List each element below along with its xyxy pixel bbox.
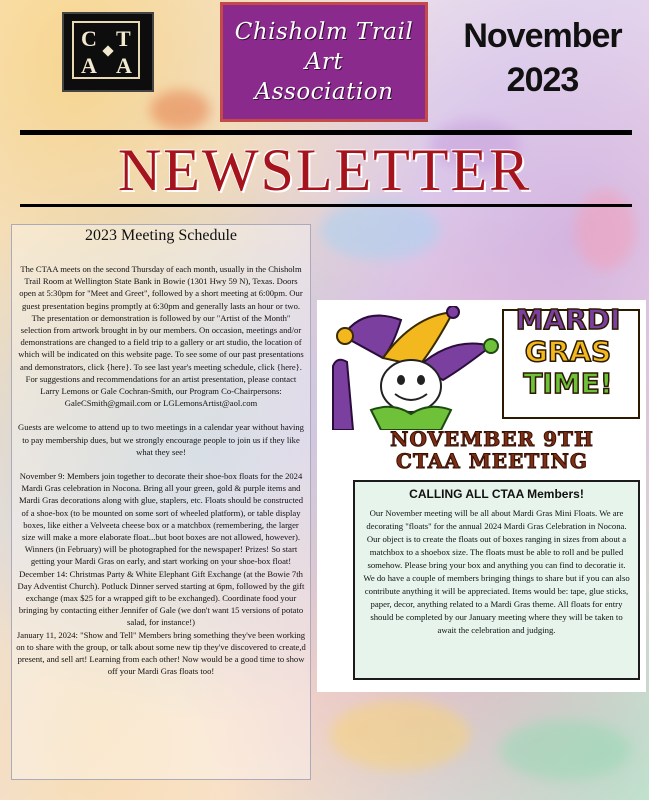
schedule-text xyxy=(16,263,306,678)
paint-splash xyxy=(500,720,630,780)
schedule-paragraph: Guests are welcome to attend up to two meetings in a calendar year without having to pay membership dues, but we strongly encourage people to join us if they like what they see! xyxy=(18,422,304,457)
logo-diamond xyxy=(102,45,113,56)
gras-word: GRAS xyxy=(524,335,612,368)
schedule-paragraph: The CTAA meets on the second Thursday of each month, usually in the Chisholm Trail Room at Wellington State Bank in Bowie (1301 Hwy 59 N), Texas. Doors open at 5:30pm for "Meet and Greet", followed by a short meeting at 6:00pm. Our guest presentation begins promptly at 6:30pm and generally lasts an hour or two. The presentation or demonstration is followed by our "Artist of the Month" selection from artwork brought in by our members. On occasion, meetings and/or demonstrations are changed to a field trip to a gallery or art studio, the location of which will be indicated on this website page. To see some of our past presentations and demonstrators, click {here}. To see last year's meeting schedule, click {here}. xyxy=(18,264,304,372)
paint-splash xyxy=(575,190,635,270)
paint-splash xyxy=(330,700,470,770)
schedule-paragraph: December 14: Christmas Party & White Elephant Gift Exchange (at the Bowie 7th Day Adventist Church). Potluck Dinner served starting at 6pm, followed by the gift exchange (max $25 for a wrapped gift to be exchanged). Coordinate food your bringing by contacting either Jennifer of Gale (we don't want 15 versions of potato salad, for instance!) xyxy=(17,568,305,628)
logo-letter-c: C xyxy=(81,26,97,51)
issue-date xyxy=(440,14,645,102)
ctaa-logo xyxy=(62,12,154,92)
logo-letter-t: T xyxy=(116,26,131,51)
meeting-banner xyxy=(353,428,631,472)
header-rule xyxy=(20,130,632,135)
mardi-gras-poster xyxy=(317,300,646,692)
title-line: Chisholm Trail xyxy=(234,19,414,45)
schedule-paragraph: November 9: Members join together to decorate their shoe-box floats for the 2024 Mardi Gras celebration in Nocona. Bring all your green, gold & purple items and Mardi Gras decorations along with glue, staplers, etc. Floats should be constructed of a shoe-box (to be mounted on some sort of wheeled platform), or table display boxes, like either a Velveeta cheese box or a matchbox (remembering, the larger size will make a more elaborate float...but boot boxes are not allowed, however). Winners (in February) will be photographed for the newspaper! Prizes! So start getting your Mardi Gras on early, and start working on your shoe-box float! xyxy=(18,471,303,567)
meeting-schedule-panel xyxy=(11,224,311,780)
logo-letter-a: A xyxy=(116,53,132,78)
member-callout xyxy=(353,480,640,680)
mardi-gras-time-text xyxy=(503,304,633,400)
newsletter-heading: NEWSLETTER xyxy=(117,137,532,203)
issue-year: 2023 xyxy=(506,61,579,99)
callout-body: Our November meeting will be all about Mardi Gras Mini Floats. We are decorating "floats" for the annual 2024 Mardi Gras Celebration in Nocona. Our object is to create the floats out of boxes ranging in sizes from about a matchbox to a shoebox size. The floats must be able to roll and be pulled somehow. Please bring your box and anything you can find to decoratie it. We do have a couple of members bringing things to share but if you can also contribute anything it will be appreciated. Items would be: tape, glue sticks, paper, decor, anything related to a Mardi Gras theme. All floats for entry should be completed by our January meeting where they will be taken to await the celebration and judging. xyxy=(363,508,630,635)
paint-splash xyxy=(150,90,210,130)
time-word: TIME! xyxy=(523,367,613,400)
schedule-title: 2023 Meeting Schedule xyxy=(85,227,237,244)
paint-splash xyxy=(320,200,440,260)
banner-date: NOVEMBER 9TH xyxy=(390,427,594,451)
association-title xyxy=(220,2,428,122)
mardi-word: MARDI xyxy=(515,303,621,336)
schedule-paragraph: For suggestions and recommendations for an artist presentation, please contact Larry Lemons or Gale Cochran-Smith, our Program Co-Chairpersons: GaleCSmith@gmail.com or LGLemonsArtist@aol.com xyxy=(25,373,297,409)
schedule-paragraph: January 11, 2024: "Show and Tell" Members bring something they've been working on to share with the group, or talk about some new tip they've discovered to create,d present, and sell art! Learning from each other! Now would be a good time to show off your Mardi Gras floats too! xyxy=(16,629,306,677)
title-line: Association xyxy=(254,79,394,105)
issue-month: November xyxy=(463,17,622,55)
banner-event: CTAA MEETING xyxy=(396,449,588,473)
logo-letter-a: A xyxy=(81,53,97,78)
logo-frame xyxy=(72,21,140,79)
callout-heading: CALLING ALL CTAA Members! xyxy=(409,487,584,501)
header-rule-bottom xyxy=(20,204,632,207)
title-line: Art xyxy=(304,49,344,75)
